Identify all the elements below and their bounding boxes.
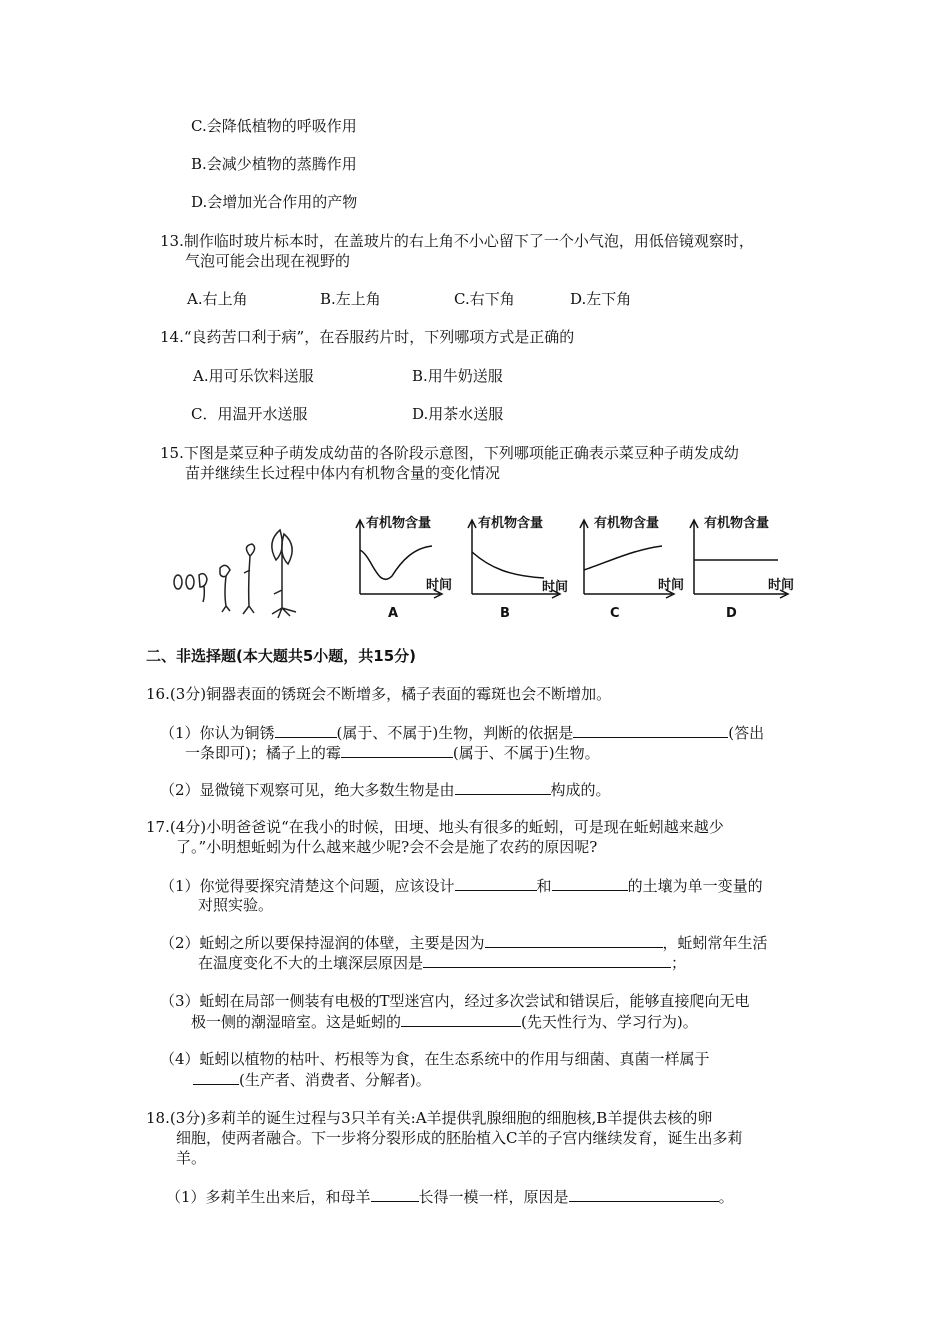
q13-option-a: A.右上角 bbox=[187, 290, 248, 308]
graph-a-letter: A bbox=[388, 606, 399, 621]
answer-blank[interactable] bbox=[341, 742, 453, 758]
answer-blank[interactable] bbox=[193, 1069, 239, 1085]
graph-d bbox=[682, 510, 802, 625]
q12-option-c: C.会降低植物的呼吸作用 bbox=[191, 117, 357, 135]
seedling-stage-4 bbox=[220, 565, 230, 612]
q17-part2-line1: （2）蚯蚓之所以要保持湿润的体壁，主要是因为 ，蚯蚓常年生活 bbox=[160, 934, 768, 952]
graph-a-xlabel: 时间 bbox=[426, 578, 453, 593]
q17-part3-line2: 极一侧的潮湿暗室。这是蚯蚓的 (先天性行为、学习行为)。 bbox=[191, 1013, 698, 1031]
q13-stem-line1: 13.制作临时玻片标本时，在盖玻片的右上角不小心留下了一个小气泡，用低倍镜观察时， bbox=[160, 232, 754, 250]
answer-blank[interactable] bbox=[371, 1186, 419, 1202]
seed-stage-1 bbox=[174, 575, 182, 589]
q17-part2-line2: 在温度变化不大的土壤深层原因是 ； bbox=[198, 954, 687, 972]
answer-blank[interactable] bbox=[275, 722, 337, 738]
answer-blank[interactable] bbox=[423, 952, 671, 968]
graph-b bbox=[460, 510, 575, 625]
q13-stem-line2: 气泡可能会出现在视野的 bbox=[185, 252, 351, 270]
seed-stage-2 bbox=[186, 575, 194, 589]
q16-part2: （2）显微镜下观察可见，绝大多数生物是由 构成的。 bbox=[160, 781, 611, 799]
graph-a-curve bbox=[360, 546, 432, 579]
graph-b-letter: B bbox=[500, 606, 510, 621]
q15-stem-line2: 苗并继续生长过程中体内有机物含量的变化情况 bbox=[185, 464, 501, 482]
graph-c-curve bbox=[584, 546, 662, 570]
section-2-heading: 二、非选择题(本大题共5小题，共15分) bbox=[146, 647, 417, 665]
graph-c bbox=[572, 510, 692, 625]
graph-d-letter: D bbox=[726, 606, 737, 621]
q13-option-b: B.左上角 bbox=[320, 290, 381, 308]
q14-stem: 14.“良药苦口利于病”，在吞服药片时，下列哪项方式是正确的 bbox=[160, 328, 575, 346]
q16-part1-line1: （1）你认为铜锈 (属于、不属于)生物，判断的依据是 (答出 bbox=[160, 724, 765, 742]
q17-part1-line1: （1）你觉得要探究清楚这个问题，应该设计 和 的土壤为单一变量的 bbox=[160, 877, 763, 895]
bean-germination-illustration bbox=[168, 520, 328, 620]
answer-blank[interactable] bbox=[569, 1186, 719, 1202]
q18-stem-line3: 羊。 bbox=[176, 1149, 207, 1167]
answer-blank[interactable] bbox=[455, 875, 537, 891]
graph-d-ylabel: 有机物含量 bbox=[704, 516, 770, 531]
graph-b-xlabel: 时间 bbox=[542, 580, 569, 595]
graph-a-ylabel: 有机物含量 bbox=[366, 516, 432, 531]
q17-part4-line1: （4）蚯蚓以植物的枯叶、朽根等为食，在生态系统中的作用与细菌、真菌一样属于 bbox=[160, 1050, 710, 1068]
q15-stem-line1: 15.下图是菜豆种子萌发成幼苗的各阶段示意图，下列哪项能正确表示菜豆种子萌发成幼 bbox=[160, 444, 739, 462]
q17-part1-line2: 对照实验。 bbox=[198, 896, 274, 914]
graph-c-ylabel: 有机物含量 bbox=[594, 516, 660, 531]
q14-option-b: B.用牛奶送服 bbox=[412, 367, 503, 385]
q13-option-c: C.右下角 bbox=[454, 290, 515, 308]
graph-b-curve bbox=[472, 552, 544, 578]
graph-a bbox=[348, 510, 458, 625]
q12-option-b: B.会减少植物的蒸腾作用 bbox=[191, 155, 357, 173]
graph-c-xlabel: 时间 bbox=[658, 578, 685, 593]
answer-blank[interactable] bbox=[401, 1011, 521, 1027]
q17-part3-line1: （3）蚯蚓在局部一侧装有电极的T型迷宫内，经过多次尝试和错误后，能够直接爬向无电 bbox=[160, 992, 750, 1010]
seedling-stage-6 bbox=[272, 530, 296, 618]
q17-part4-line2: (生产者、消费者、分解者)。 bbox=[193, 1069, 431, 1090]
answer-blank[interactable] bbox=[573, 722, 728, 738]
answer-blank[interactable] bbox=[455, 779, 551, 795]
q16-part1-line2: 一条即可)；橘子上的霉 (属于、不属于)生物。 bbox=[185, 744, 600, 762]
q18-part1: （1）多莉羊生出来后，和母羊 长得一模一样，原因是 。 bbox=[166, 1188, 734, 1206]
graph-b-ylabel: 有机物含量 bbox=[478, 516, 544, 531]
q13-option-d: D.左下角 bbox=[570, 290, 632, 308]
q18-stem-line1: 18.(3分)多莉羊的诞生过程与3只羊有关:A羊提供乳腺细胞的细胞核,B羊提供去核的卵 bbox=[146, 1109, 713, 1127]
seedling-stage-5 bbox=[243, 544, 255, 614]
q18-stem-line2: 细胞，使两者融合。下一步将分裂形成的胚胎植入C羊的子宫内继续发育，诞生出多莉 bbox=[176, 1129, 743, 1147]
answer-blank[interactable] bbox=[552, 875, 628, 891]
q17-stem-line1: 17.(4分)小明爸爸说“在我小的时候，田埂、地头有很多的蚯蚓，可是现在蚯蚓越来越少 bbox=[146, 818, 724, 836]
q14-option-d: D.用茶水送服 bbox=[412, 405, 504, 423]
q14-option-c: C．用温开水送服 bbox=[191, 405, 308, 423]
seed-stage-3 bbox=[199, 574, 207, 602]
graph-d-xlabel: 时间 bbox=[768, 578, 795, 593]
q14-option-a: A.用可乐饮料送服 bbox=[193, 367, 314, 385]
graph-c-letter: C bbox=[610, 606, 620, 621]
q16-stem: 16.(3分)铜器表面的锈斑会不断增多，橘子表面的霉斑也会不断增加。 bbox=[146, 685, 612, 703]
q12-option-d: D.会增加光合作用的产物 bbox=[191, 193, 358, 211]
q17-stem-line2: 了。”小明想蚯蚓为什么越来越少呢?会不会是施了农药的原因呢? bbox=[176, 838, 598, 856]
answer-blank[interactable] bbox=[485, 932, 663, 948]
